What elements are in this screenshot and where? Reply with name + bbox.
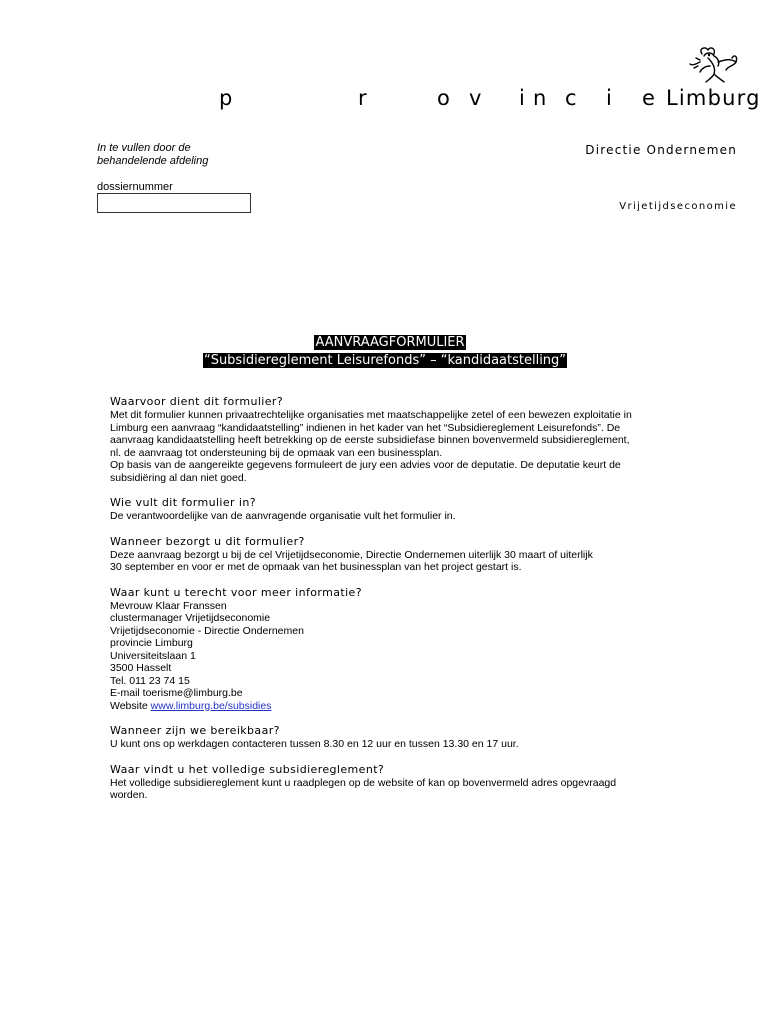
section-line: Op basis van de aangereikte gegevens formuleert de jury een advies voor de deputatie. De deputatie keurt de xyxy=(110,459,621,471)
section-bereikbaar xyxy=(110,724,710,751)
form-intro xyxy=(110,395,710,814)
contact-organisation: provincie Limburg xyxy=(110,637,193,649)
dossier-number-input[interactable] xyxy=(97,193,251,213)
section-line: aanvraag kandidaatstelling heeft betrekking op de eerste subsidiefase binnen bovenvermeld subsidiereglement, xyxy=(110,434,630,446)
dossier-label: dossiernummer xyxy=(97,181,173,193)
fill-note: In te vullen door de behandelende afdeling xyxy=(97,142,209,167)
section-question: Wie vult dit formulier in? xyxy=(110,496,256,509)
section-question: Waar kunt u terecht voor meer informatie? xyxy=(110,585,362,599)
section-line: Deze aanvraag bezorgt u bij de cel Vrijetijdseconomie, Directie Ondernemen uiterlijk 30 maart of uiterlijk xyxy=(110,548,593,561)
section-reglement xyxy=(110,763,710,802)
brand-letter: c xyxy=(565,86,577,110)
form-title-main: AANVRAAGFORMULIER xyxy=(315,335,465,350)
brand-letter: i xyxy=(519,86,525,110)
brand-letter: r xyxy=(358,86,367,110)
contact-city: 3500 Hasselt xyxy=(110,662,172,674)
limburg-lion-logo-icon xyxy=(688,44,740,84)
contact-phone: Tel. 011 23 74 15 xyxy=(110,674,190,687)
form-title-sub: “Subsidiereglement Leisurefonds” – “kandidaatstelling” xyxy=(203,353,567,368)
brand-letter: v xyxy=(469,86,482,110)
website-link[interactable]: www.limburg.be/subsidies xyxy=(150,699,272,712)
section-line: U kunt ons op werkdagen contacteren tussen 8.30 en 12 uur en tussen 13.30 en 17 uur. xyxy=(110,738,519,750)
brand-wordmark xyxy=(0,86,770,116)
contact-department: Vrijetijdseconomie - Directie Ondernemen xyxy=(110,624,304,637)
brand-letter: e xyxy=(642,86,655,110)
section-question: Wanneer bezorgt u dit formulier? xyxy=(110,534,305,548)
brand-letter: o xyxy=(437,86,450,110)
section-question: Wanneer zijn we bereikbaar? xyxy=(110,724,280,737)
section-line: nl. de aanvraag tot ondersteuning bij de opmaak van een businessplan. xyxy=(110,446,443,459)
brand-name: Limburg xyxy=(666,86,761,110)
brand-letter: p xyxy=(219,86,233,110)
section-line: Het volledige subsidiereglement kunt u raadplegen op de website of kan op bovenvermeld adres opgevraagd xyxy=(110,776,617,789)
section-line: 30 september en voor er met de opmaak van het businessplan van het project gestart is. xyxy=(110,561,522,573)
section-waarvoor xyxy=(110,395,710,484)
section-line: Limburg een aanvraag “kandidaatstelling” indienen in het kader van het “Subsidiereglement Leisurefonds”. De xyxy=(110,421,621,434)
section-info xyxy=(110,586,710,713)
section-line: De verantwoordelijke van de aanvragende organisatie vult het formulier in. xyxy=(110,510,456,522)
contact-street: Universiteitslaan 1 xyxy=(110,649,196,662)
section-question: Waar vindt u het volledige subsidiereglement? xyxy=(110,762,385,776)
section-wanneer-bezorgt xyxy=(110,535,710,574)
department-label: Vrijetijdseconomie xyxy=(619,201,737,212)
contact-website xyxy=(110,700,710,713)
section-line: Met dit formulier kunnen privaatrechtelijke organisaties met maatschappelijke zetel of een bewezen exploitatie in xyxy=(110,409,632,421)
contact-role: clustermanager Vrijetijdseconomie xyxy=(110,612,271,624)
directie-label: Directie Ondernemen xyxy=(585,143,737,157)
brand-letter: i xyxy=(606,86,612,110)
section-line: subsidiëring al dan niet goed. xyxy=(110,471,247,484)
contact-name: Mevrouw Klaar Franssen xyxy=(110,599,227,612)
section-wie xyxy=(110,496,710,523)
section-line: worden. xyxy=(110,789,148,801)
brand-letter: n xyxy=(533,86,547,110)
section-question: Waarvoor dient dit formulier? xyxy=(110,395,284,408)
website-label: Website xyxy=(110,699,148,712)
contact-email: E-mail toerisme@limburg.be xyxy=(110,687,243,699)
form-title xyxy=(0,333,770,369)
